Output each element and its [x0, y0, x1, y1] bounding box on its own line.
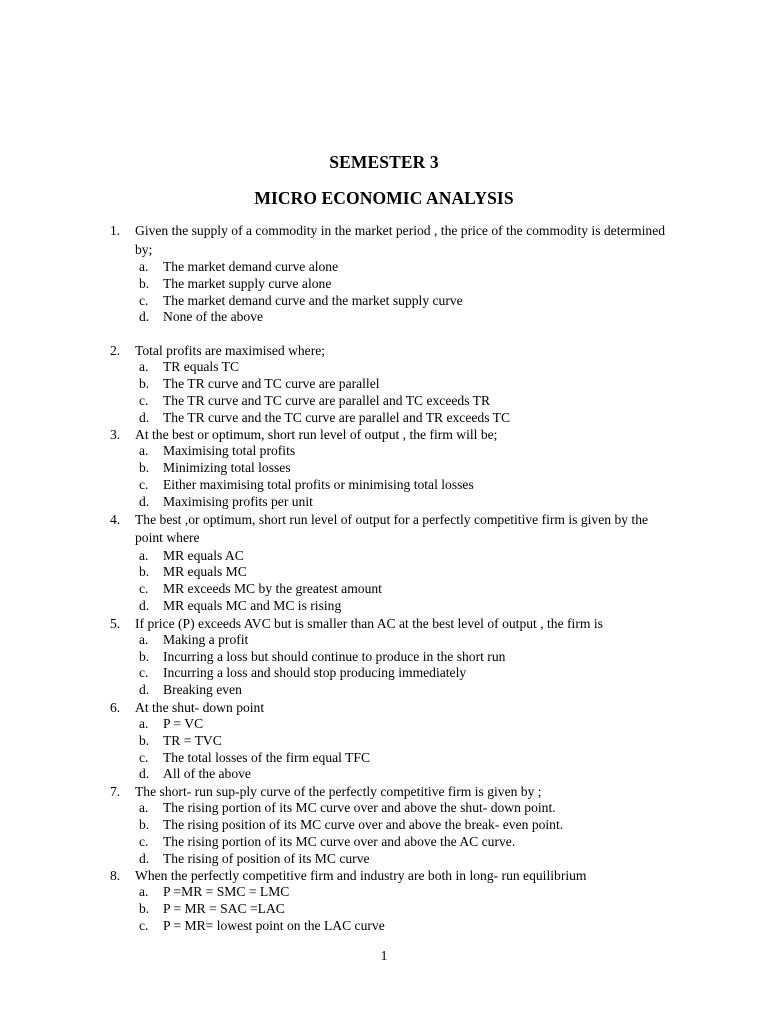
question-5: [0, 615, 768, 632]
option-c: [0, 750, 768, 767]
option-a: [0, 359, 768, 376]
option-letter: a.: [139, 800, 149, 816]
question-text: At the best or optimum, short run level of output , the firm will be;: [135, 427, 498, 443]
option-b: [0, 901, 768, 918]
option-text: The market demand curve alone: [163, 259, 339, 274]
option-letter: a.: [139, 259, 149, 274]
option-letter: d.: [139, 309, 150, 325]
option-letter: d.: [139, 409, 150, 425]
option-letter: d.: [139, 493, 150, 509]
option-text: TR = TVC: [163, 732, 222, 748]
question-number: 6.: [110, 699, 121, 715]
option-letter: b.: [139, 460, 150, 476]
option-text: All of the above: [163, 766, 251, 782]
option-text: The market supply curve alone: [163, 275, 332, 291]
question-7: [0, 783, 768, 800]
question-number: 2.: [110, 343, 121, 359]
question-text: If price (P) exceeds AVC but is smaller than AC at the best level of output , the firm is: [135, 615, 603, 631]
option-text: The rising position of its MC curve over and above the break- even point.: [163, 816, 564, 832]
option-letter: b.: [139, 275, 150, 291]
option-letter: b.: [139, 732, 150, 748]
option-text: The rising portion of its MC curve over and above the shut- down point.: [163, 800, 556, 816]
question-number: 8.: [110, 868, 121, 884]
option-b: [0, 649, 768, 666]
option-b: [0, 276, 768, 293]
option-d: [0, 766, 768, 783]
question-text: When the perfectly competitive firm and industry are both in long- run equilibrium: [135, 868, 587, 884]
option-letter: b.: [139, 901, 150, 917]
option-text: TR equals TC: [163, 359, 240, 375]
option-letter: c.: [139, 392, 149, 408]
option-letter: d.: [139, 766, 150, 782]
option-c: [0, 918, 768, 935]
option-text: Maximising profits per unit: [163, 493, 313, 509]
question-number: 3.: [110, 427, 121, 443]
option-letter: c.: [139, 833, 149, 849]
option-text: MR equals AC: [163, 547, 244, 563]
option-c: [0, 477, 768, 494]
question-4: [0, 511, 768, 548]
option-letter: b.: [139, 375, 150, 391]
option-a: [0, 800, 768, 817]
option-text: The rising of position of its MC curve: [163, 850, 370, 866]
page-number: 1: [380, 948, 388, 963]
option-letter: a.: [139, 443, 149, 459]
option-b: [0, 460, 768, 477]
option-a: [0, 259, 768, 276]
question-number: 1.: [110, 223, 121, 238]
options-list: [0, 716, 768, 783]
option-d: [0, 309, 768, 326]
option-text: Minimizing total losses: [163, 460, 291, 476]
option-text: P = MR = SAC =LAC: [163, 901, 285, 917]
spacer: [0, 326, 768, 342]
option-a: [0, 632, 768, 649]
option-d: [0, 410, 768, 427]
question-text: Given the supply of a commodity in the market period , the price of the commodity is determined by;: [135, 223, 666, 257]
option-text: P = MR= lowest point on the LAC curve: [163, 917, 385, 933]
option-letter: d.: [139, 682, 150, 698]
option-a: [0, 548, 768, 565]
option-b: [0, 564, 768, 581]
option-text: Incurring a loss and should stop producing immediately: [163, 665, 467, 681]
question-6: [0, 699, 768, 716]
option-text: None of the above: [163, 309, 264, 325]
option-c: [0, 293, 768, 310]
option-text: MR equals MC and MC is rising: [163, 597, 342, 613]
option-letter: a.: [139, 359, 149, 375]
option-b: [0, 733, 768, 750]
option-text: Maximising total profits: [163, 443, 296, 459]
option-text: Incurring a loss but should continue to produce in the short run: [163, 648, 506, 664]
option-c: [0, 665, 768, 682]
question-number: 7.: [110, 784, 121, 800]
option-text: The TR curve and TC curve are parallel: [163, 375, 380, 391]
options-list: [0, 548, 768, 615]
option-letter: b.: [139, 648, 150, 664]
option-d: [0, 494, 768, 511]
option-b: [0, 376, 768, 393]
option-letter: a.: [139, 547, 149, 563]
option-a: [0, 884, 768, 901]
question-text: At the shut- down point: [135, 699, 265, 715]
options-list: [0, 884, 768, 934]
option-text: Making a profit: [163, 631, 249, 647]
option-text: Either maximising total profits or minimising total losses: [163, 476, 474, 492]
question-number: 4.: [110, 511, 121, 527]
option-letter: b.: [139, 816, 150, 832]
question-8: [0, 867, 768, 884]
option-d: [0, 851, 768, 868]
option-text: The market demand curve and the market supply curve: [163, 292, 463, 308]
semester-heading: SEMESTER 3: [329, 152, 439, 172]
option-letter: c.: [139, 749, 149, 765]
option-text: P =MR = SMC = LMC: [163, 884, 290, 900]
option-letter: c.: [139, 476, 149, 492]
options-list: [0, 443, 768, 510]
options-list: [0, 359, 768, 426]
option-text: The rising portion of its MC curve over and above the AC curve.: [163, 833, 516, 849]
option-letter: c.: [139, 581, 149, 597]
question-text: The short- run sup-ply curve of the perfectly competitive firm is given by ;: [135, 784, 542, 800]
question-list: [0, 222, 768, 935]
question-number: 5.: [110, 615, 121, 631]
option-text: MR exceeds MC by the greatest amount: [163, 581, 382, 597]
option-text: Breaking even: [163, 682, 242, 698]
option-letter: b.: [139, 564, 150, 580]
subject-heading: MICRO ECONOMIC ANALYSIS: [254, 188, 514, 208]
option-letter: d.: [139, 850, 150, 866]
option-letter: a.: [139, 884, 149, 900]
option-text: The TR curve and TC curve are parallel and TC exceeds TR: [163, 392, 491, 408]
question-3: [0, 426, 768, 443]
option-c: [0, 581, 768, 598]
options-list: [0, 800, 768, 867]
option-a: [0, 716, 768, 733]
option-letter: a.: [139, 631, 149, 647]
option-text: The total losses of the firm equal TFC: [163, 749, 371, 765]
option-letter: c.: [139, 292, 149, 308]
option-text: The TR curve and the TC curve are parallel and TR exceeds TC: [163, 409, 511, 425]
option-c: [0, 834, 768, 851]
option-d: [0, 682, 768, 699]
option-letter: c.: [139, 665, 149, 681]
option-text: MR equals MC: [163, 564, 247, 580]
options-list: [0, 259, 768, 326]
question-1: [0, 222, 768, 259]
question-text: The best ,or optimum, short run level of output for a perfectly competitive firm is given by the point where: [135, 511, 649, 546]
option-text: P = VC: [163, 715, 204, 731]
option-letter: c.: [139, 917, 149, 933]
option-c: [0, 393, 768, 410]
option-a: [0, 443, 768, 460]
option-b: [0, 817, 768, 834]
option-d: [0, 598, 768, 615]
question-2: [0, 342, 768, 359]
option-letter: a.: [139, 715, 149, 731]
options-list: [0, 632, 768, 699]
question-text: Total profits are maximised where;: [135, 343, 326, 359]
option-letter: d.: [139, 597, 150, 613]
